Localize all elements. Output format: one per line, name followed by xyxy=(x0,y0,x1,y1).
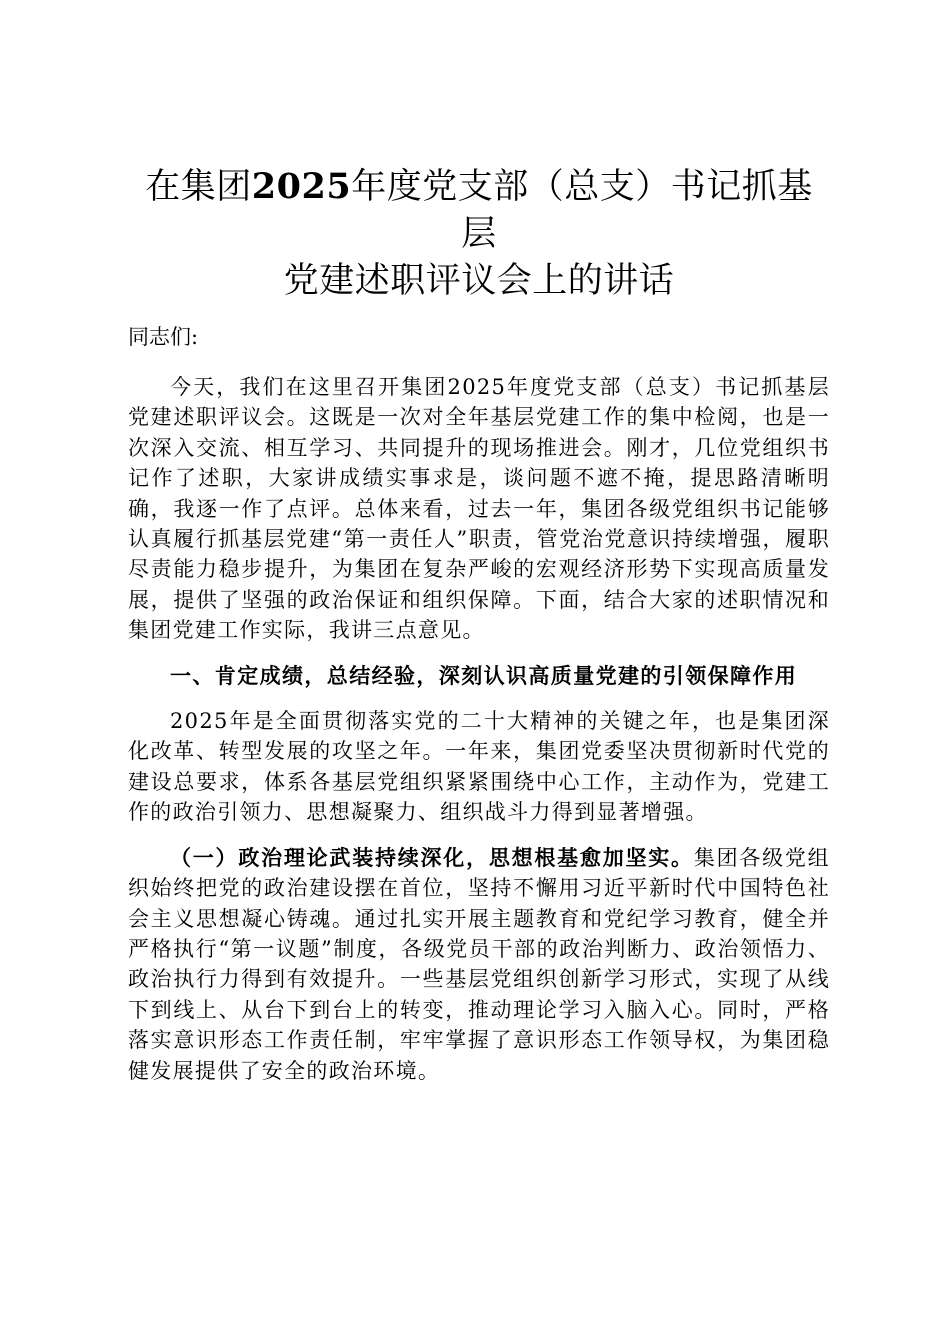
subsection-1-paragraph xyxy=(128,843,830,1086)
subsection-1-body: 集团各级党组织始终把党的政治建设摆在首位，坚持不懈用习近平新时代中国特色社会主义思想凝心铸魂。通过扎实开展主题教育和党纪学习教育，健全并严格执行“第一议题”制度，各级党员干部的政治判断力、政治领悟力、政治执行力得到有效提升。一些基层党组织创新学习形式，实现了从线下到线上、从台下到台上的转变，推动理论学习入脑入心。同时，严格落实意识形态工作责任制，牢牢掌握了意识形态工作领导权，为集团稳健发展提供了安全的政治环境。 xyxy=(128,845,830,1083)
salutation: 同志们: xyxy=(128,325,199,349)
section-1-intro-paragraph: 2025年是全面贯彻落实党的二十大精神的关键之年，也是集团深化改革、转型发展的攻坚之年。一年来，集团党委坚决贯彻新时代党的建设总要求，体系各基层党组织紧紧围绕中心工作，主动作为，党建工作的政治引领力、思想凝聚力、组织战斗力得到显著增强。 xyxy=(128,709,830,825)
section-heading-1: 一、肯定成绩，总结经验，深刻认识高质量党建的引领保障作用 xyxy=(170,663,798,688)
document-page xyxy=(128,163,830,1086)
title-second-line: 党建述职评议会上的讲话 xyxy=(283,261,675,301)
subsection-heading-1: （一）政治理论武装持续深化，思想根基愈加坚实。 xyxy=(170,845,694,870)
document-title xyxy=(128,163,830,305)
title-year: 2025 xyxy=(251,166,352,207)
opening-paragraph: 今天，我们在这里召开集团2025年度党支部（总支）书记抓基层党建述职评议会。这既是一次对全年基层党建工作的集中检阅，也是一次深入交流、相互学习、共同提升的现场推进会。刚才，几位党组织书记作了述职，大家讲成绩实事求是，谈问题不遮不掩，提思路清晰明确，我逐一作了点评。总体来看，过去一年，集团各级党组织书记能够认真履行抓基层党建“第一责任人”职责，管党治党意识持续增强，履职尽责能力稳步提升，为集团在复杂严峻的宏观经济形势下实现高质量发展，提供了坚强的政治保证和组织保障。下面，结合大家的述职情况和集团党建工作实际，我讲三点意见。 xyxy=(128,375,830,643)
title-text-suffix: 年度党支部（总支）书记抓基层 xyxy=(351,167,813,254)
title-text-prefix: 在集团 xyxy=(145,167,252,207)
